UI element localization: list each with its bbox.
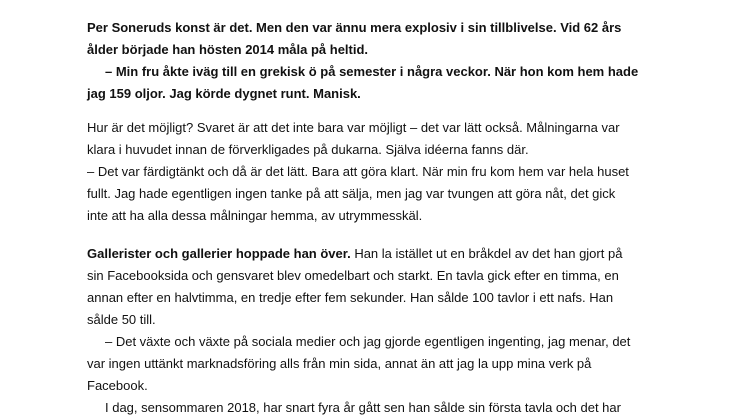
paragraph-lead: Gallerister och gallerier hoppade han över.	[87, 246, 351, 261]
quote-line: – Det växte och växte på sociala medier och jag gjorde egentligen ingenting, jag menar, det	[105, 334, 631, 349]
text-line: annan efter en halvtimma, en tredje efter fem sekunder. Han sålde 100 tavlor i ett nafs. Han	[87, 290, 614, 305]
intro-paragraph	[87, 17, 687, 105]
text-fragment: Han la istället ut en bråkdel av det han gjort på	[350, 246, 623, 261]
text-line: klara i huvudet innan de förverkligades på dukarna. Själva idéerna fanns där.	[87, 142, 529, 157]
quote-line: – Det var färdigtänkt och då är det lätt. Bara att göra klart. När min fru kom hem var hela huset	[87, 164, 629, 179]
text-line: sålde 50 till.	[87, 312, 156, 327]
text-line	[87, 243, 687, 265]
text-line: jag 159 oljor. Jag körde dygnet runt. Manisk.	[87, 86, 361, 101]
quote-line: – Min fru åkte iväg till en grekisk ö på semester i några veckor. När hon kom hem hade	[105, 64, 639, 79]
text-line: I dag, sensommaren 2018, har snart fyra år gått sen han sålde sin första tavla och det har	[105, 400, 621, 415]
text-line: fullt. Jag hade egentligen ingen tanke på att sälja, men jag var tvungen att göra nåt, det gick	[87, 186, 616, 201]
text-line: Facebook.	[87, 378, 148, 393]
body-paragraph-3	[87, 243, 687, 419]
body-paragraph-2	[87, 117, 687, 227]
text-line: inte att ha alla dessa målningar hemma, av utrymmesskäl.	[87, 208, 423, 223]
text-line: ålder började han hösten 2014 måla på heltid.	[87, 42, 369, 57]
text-line: Per Soneruds konst är det. Men den var ännu mera explosiv i sin tillblivelse. Vid 62 års	[87, 20, 622, 35]
text-line: Hur är det möjligt? Svaret är att det inte bara var möjligt – det var lätt också. Målningarna var	[87, 120, 620, 135]
text-line: sin Facebooksida och gensvaret blev omedelbart och starkt. En tavla gick efter en timma, en	[87, 268, 619, 283]
text-line: var ingen uttänkt marknadsföring alls från min sida, annat än att jag la upp mina verk på	[87, 356, 592, 371]
